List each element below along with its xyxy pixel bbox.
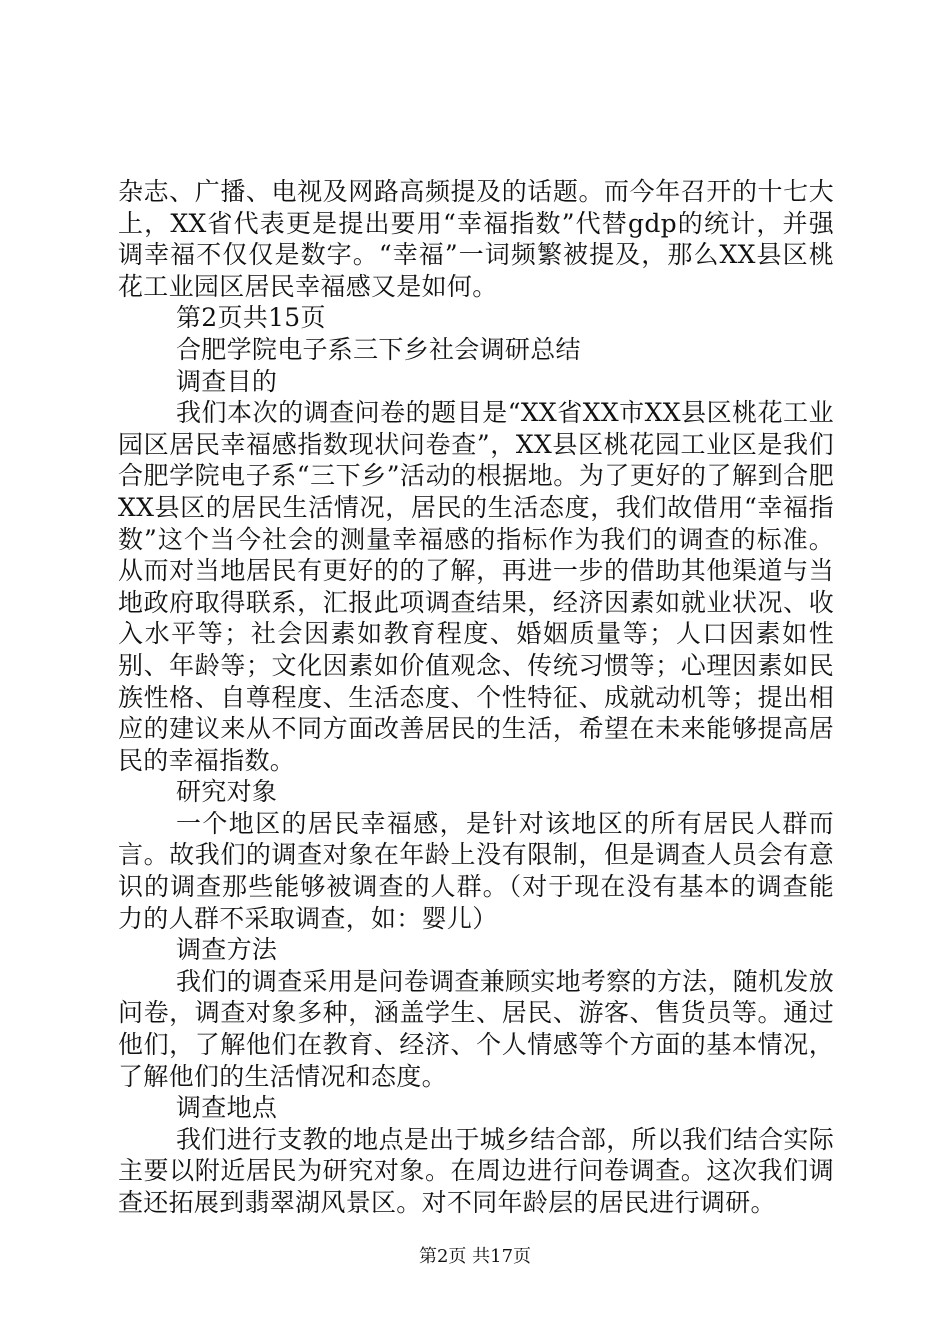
heading-survey-location: 调查地点 <box>176 1093 278 1123</box>
inline-page-marker: 第2页共15页 <box>176 303 326 333</box>
heading-research-subjects: 研究对象 <box>176 777 278 807</box>
paragraph-survey-method: 我们的调查采用是问卷调查兼顾实地考察的方法，随机发放问卷，调查对象多种，涵盖学生、居民、游客、售货员等。通过他们，了解他们在教育、经济、个人情感等个方面的基本情况，了解他们的生活情况和态度。 <box>118 966 834 1091</box>
section-title: 合肥学院电子系三下乡社会调研总结 <box>176 334 581 364</box>
paragraph-intro-continued: 杂志、广播、电视及网路高频提及的话题。而今年召开的十七大上，XX省代表更是提出要用“幸福指数”代替gdp的统计，并强调幸福不仅仅是数字。“幸福”一词频繁被提及，那么XX县区桃花工业园区居民幸福感又是如何。 <box>118 177 834 301</box>
heading-survey-method: 调查方法 <box>176 935 278 965</box>
paragraph-survey-location: 我们进行支教的地点是出于城乡结合部，所以我们结合实际主要以附近居民为研究对象。在周边进行问卷调查。这次我们调查还拓展到翡翠湖风景区。对不同年龄层的居民进行调研。 <box>118 1124 834 1217</box>
paragraph-survey-purpose: 我们本次的调查问卷的题目是“XX省XX市XX县区桃花工业园区居民幸福感指数现状问卷查”，XX县区桃花园工业区是我们合肥学院电子系“三下乡”活动的根据地。为了更好的了解到合肥XX县区的居民生活情况，居民的生活态度，我们故借用“幸福指数”这个当今社会的测量幸福感的指标作为我们的调查的标准。从而对当地居民有更好的的了解，再进一步的借助其他渠道与当地政府取得联系，汇报此项调查结果，经济因素如就业状况、收入水平等；社会因素如教育程度、婚姻质量等；人口因素如性别、年龄等；文化因素如价值观念、传统习惯等；心理因素如民族性格、自尊程度、生活态度、个性特征、成就动机等；提出相应的建议来从不同方面改善居民的生活，希望在未来能够提高居民的幸福指数。 <box>118 398 834 775</box>
document-body <box>118 176 834 1219</box>
paragraph-research-subjects: 一个地区的居民幸福感，是针对该地区的所有居民人群而言。故我们的调查对象在年龄上没有限制，但是调查人员会有意识的调查那些能够被调查的人群。（对于现在没有基本的调查能力的人群不采取调查，如：婴儿） <box>118 808 834 933</box>
heading-survey-purpose: 调查目的 <box>176 366 278 396</box>
page-footer: 第2页 共17页 <box>418 1246 532 1267</box>
